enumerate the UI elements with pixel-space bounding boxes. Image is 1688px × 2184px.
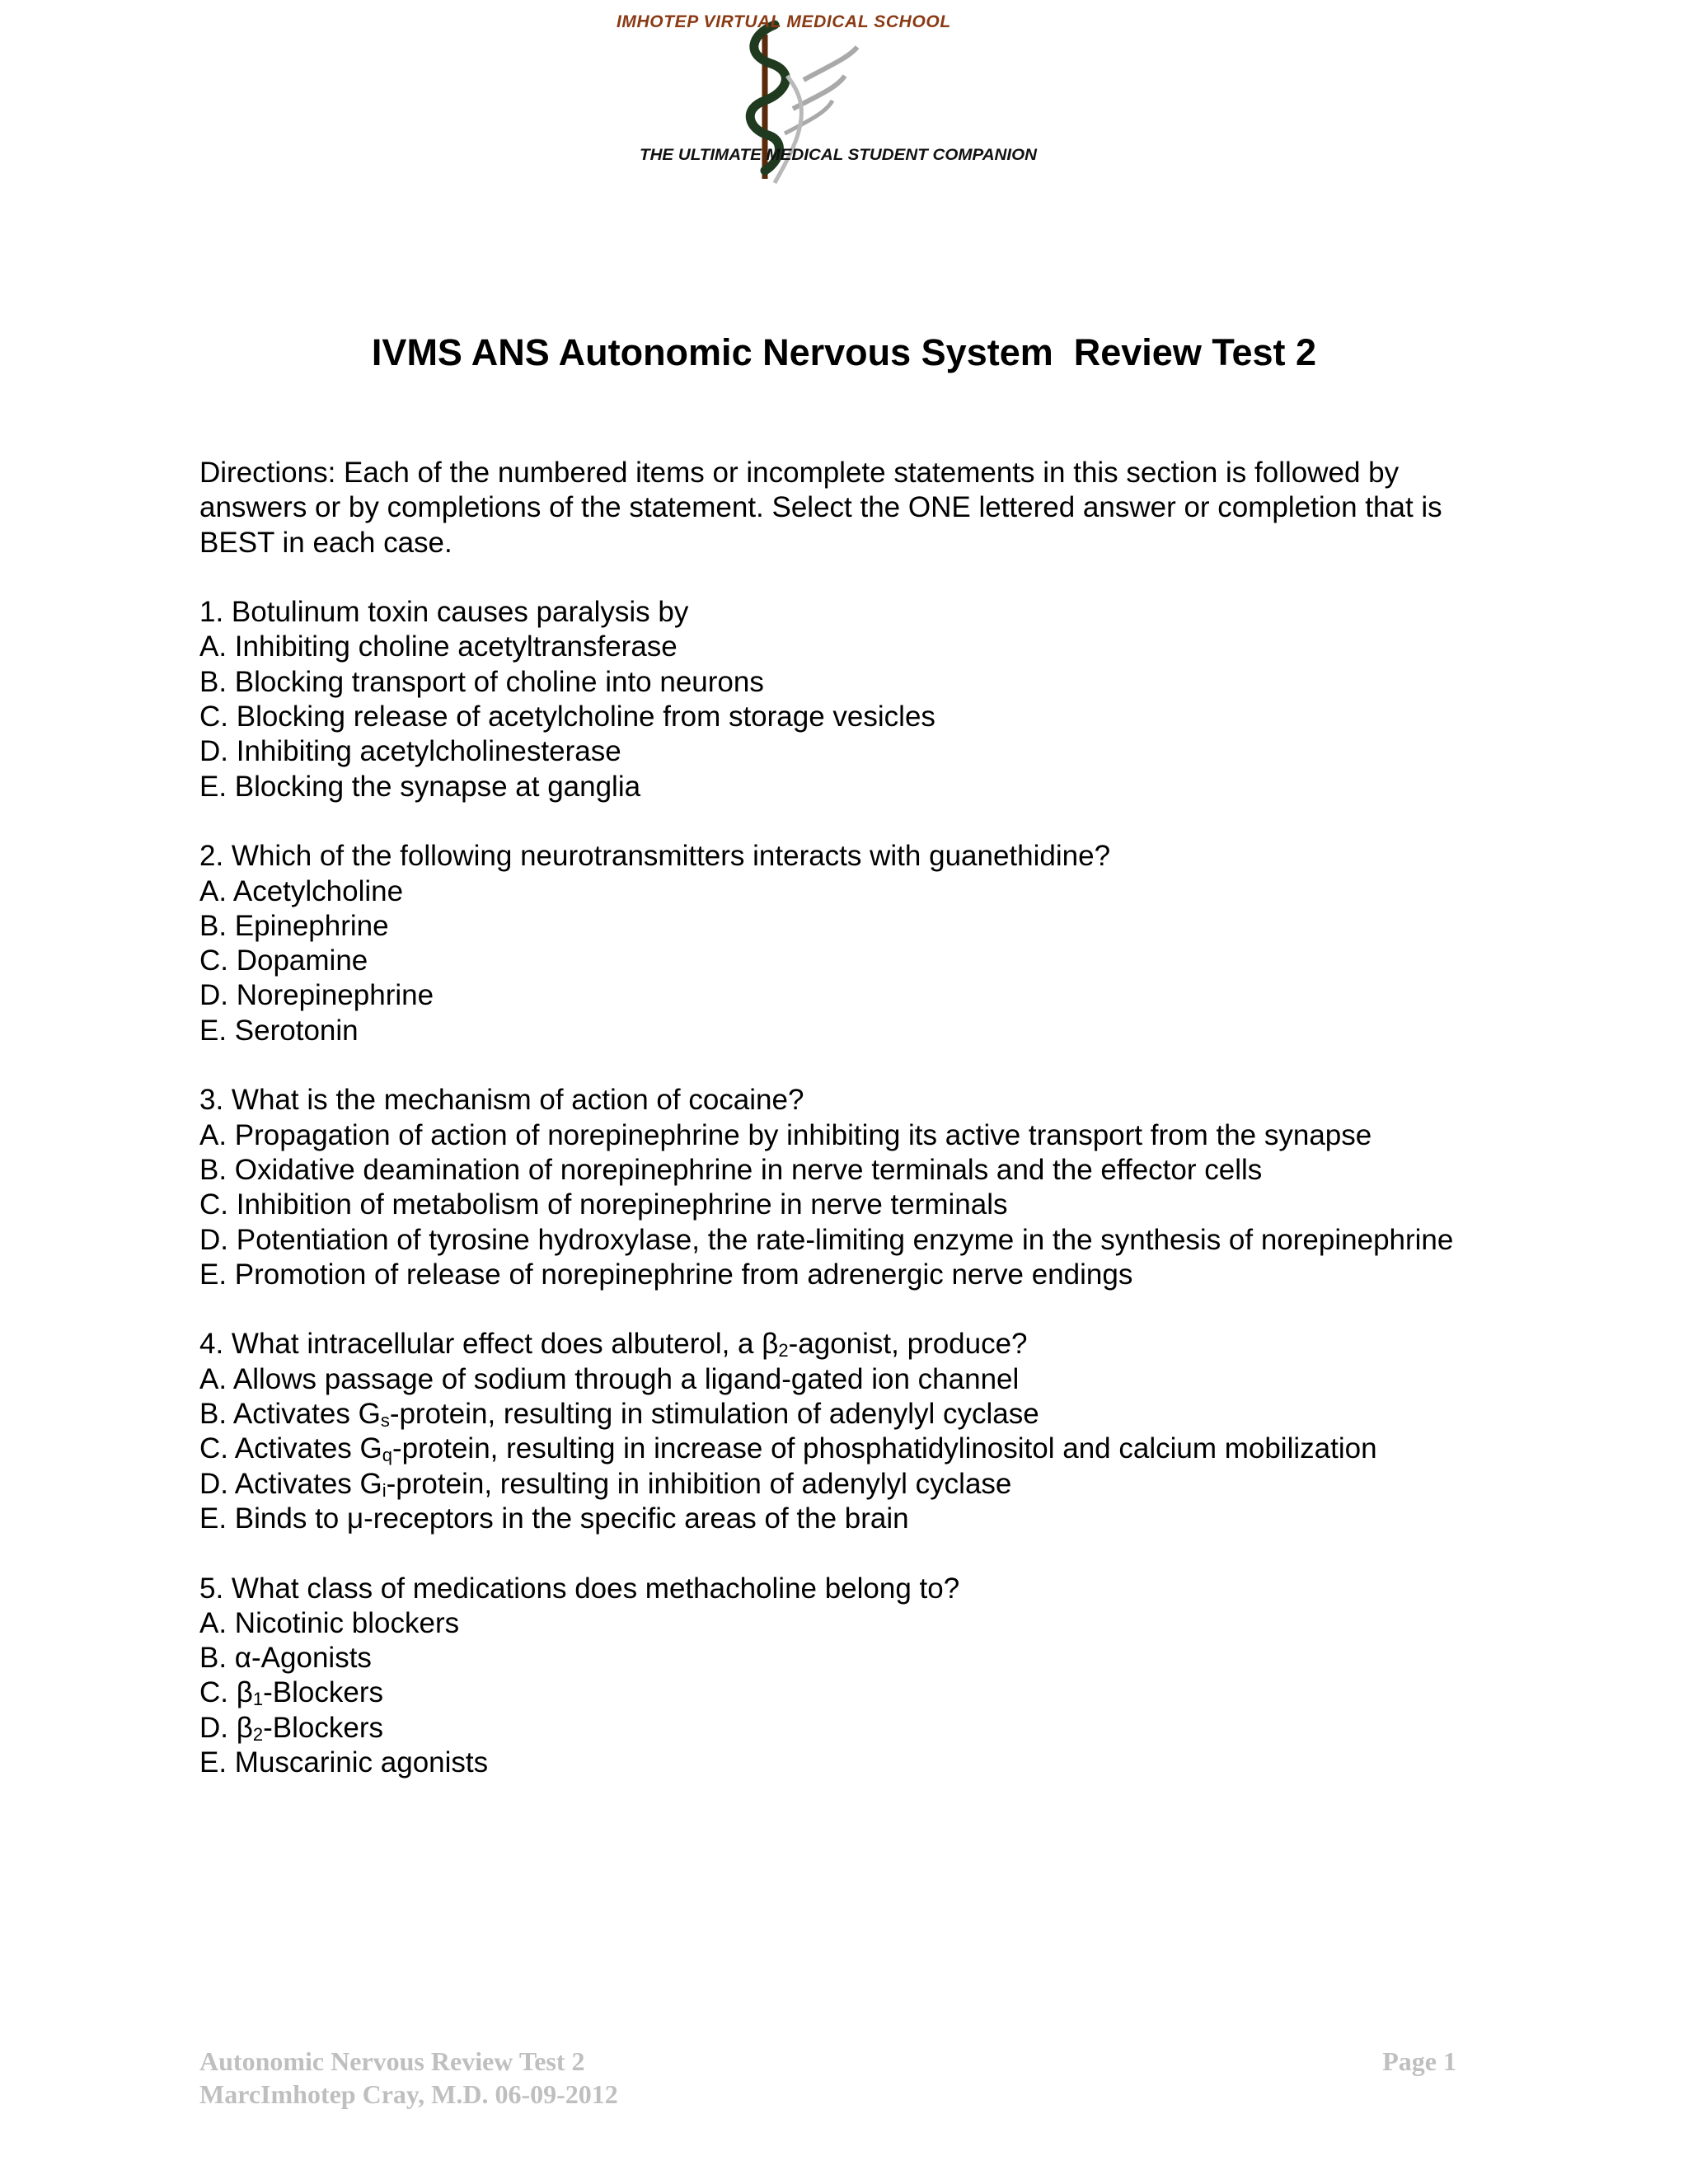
- question-stem-text: 4. What intracellular effect does albuterol, a β: [199, 1328, 779, 1361]
- question-stem: [199, 1327, 1502, 1361]
- answer-option: [199, 1397, 1502, 1432]
- answer-option-text: D. β: [199, 1711, 253, 1744]
- answer-option-subscript: q: [382, 1445, 392, 1466]
- answer-option: C. Dopamine: [199, 944, 368, 977]
- answer-option-subscript: 2: [252, 1723, 264, 1745]
- question-stem-text-end: -agonist, produce?: [788, 1328, 1028, 1361]
- school-logo: [610, 10, 1071, 191]
- answer-option-subscript: 1: [252, 1689, 264, 1710]
- answer-option-text-end: -Blockers: [263, 1711, 383, 1744]
- answer-option-text: C. Activates G: [199, 1432, 382, 1465]
- answer-option: D. Norepinephrine: [199, 979, 434, 1012]
- answer-option: E. Promotion of release of norepinephrine from adrenergic nerve endings: [199, 1258, 1133, 1291]
- question-2: [199, 839, 1502, 1048]
- answer-option: E. Blocking the synapse at ganglia: [199, 770, 641, 803]
- question-1: [199, 595, 1502, 804]
- answer-option: [199, 1675, 1502, 1710]
- directions-text: Directions: Each of the numbered items or incomplete statements in this section is followed by answers or by completions of the statement. Select the ONE lettered answer or completion that is BEST in each case.: [199, 457, 1442, 559]
- answer-option-text: B. Activates G: [199, 1398, 381, 1431]
- answer-option: [199, 1467, 1502, 1502]
- answer-option: E. Muscarinic agonists: [199, 1746, 489, 1779]
- footer-author: MarcImhotep Cray, M.D. 06-09-2012: [199, 2079, 618, 2109]
- question-3: [199, 1083, 1502, 1292]
- answer-option: B. α-Agonists: [199, 1642, 372, 1675]
- answer-option: D. Inhibiting acetylcholinesterase: [199, 735, 621, 768]
- answer-option: A. Allows passage of sodium through a ligand-gated ion channel: [199, 1362, 1020, 1395]
- answer-option: [199, 1432, 1502, 1466]
- question-5: [199, 1572, 1502, 1781]
- answer-option: B. Blocking transport of choline into neurons: [199, 665, 764, 698]
- answer-option: D. Potentiation of tyrosine hydroxylase, the rate-limiting enzyme in the synthesis of norepinephrine: [199, 1223, 1454, 1256]
- answer-option-subscript: s: [380, 1410, 390, 1432]
- page-footer: [199, 2045, 1456, 2111]
- question-stem: 3. What is the mechanism of action of cocaine?: [199, 1084, 804, 1117]
- question-4: [199, 1327, 1502, 1536]
- test-body: [199, 456, 1502, 1816]
- answer-option: A. Nicotinic blockers: [199, 1606, 460, 1639]
- answer-option-text: C. β: [199, 1676, 253, 1709]
- question-stem-subscript: 2: [778, 1340, 789, 1361]
- answer-option-text: D. Activates G: [199, 1467, 382, 1500]
- answer-option: B. Oxidative deamination of norepinephrine in nerve terminals and the effector cells: [199, 1153, 1263, 1186]
- answer-option: E. Binds to μ-receptors in the specific areas of the brain: [199, 1502, 909, 1535]
- answer-option-text-end: -protein, resulting in stimulation of adenylyl cyclase: [389, 1398, 1039, 1431]
- answer-option: C. Blocking release of acetylcholine from storage vesicles: [199, 701, 935, 733]
- answer-option-text-end: -protein, resulting in increase of phosphatidylinositol and calcium mobilization: [392, 1432, 1377, 1465]
- answer-option: A. Inhibiting choline acetyltransferase: [199, 630, 678, 663]
- question-stem: 5. What class of medications does methacholine belong to?: [199, 1572, 960, 1605]
- logo-bottom-text: THE ULTIMATE MEDICAL STUDENT COMPANION: [640, 147, 1039, 164]
- footer-doc-name: Autonomic Nervous Review Test 2: [199, 2046, 585, 2076]
- answer-option: E. Serotonin: [199, 1014, 359, 1047]
- answer-option: C. Inhibition of metabolism of norepinephrine in nerve terminals: [199, 1188, 1008, 1221]
- question-stem: 2. Which of the following neurotransmitters interacts with guanethidine?: [199, 840, 1111, 873]
- answer-option-subscript: i: [382, 1479, 387, 1501]
- logo-top-text: IMHOTEP VIRTUAL MEDICAL SCHOOL: [617, 12, 951, 31]
- answer-option: [199, 1711, 1502, 1746]
- answer-option-text-end: -Blockers: [263, 1676, 383, 1709]
- page-title: IVMS ANS Autonomic Nervous System Review Test 2: [371, 331, 1317, 373]
- page-number: Page 1: [1382, 2046, 1456, 2076]
- answer-option: B. Epinephrine: [199, 909, 389, 942]
- answer-option-text-end: -protein, resulting in inhibition of adenylyl cyclase: [386, 1467, 1012, 1500]
- question-list: [199, 595, 1502, 1780]
- answer-option: A. Propagation of action of norepinephrine by inhibiting its active transport from the synapse: [199, 1118, 1372, 1151]
- question-stem: 1. Botulinum toxin causes paralysis by: [199, 596, 689, 629]
- answer-option: A. Acetylcholine: [199, 874, 404, 907]
